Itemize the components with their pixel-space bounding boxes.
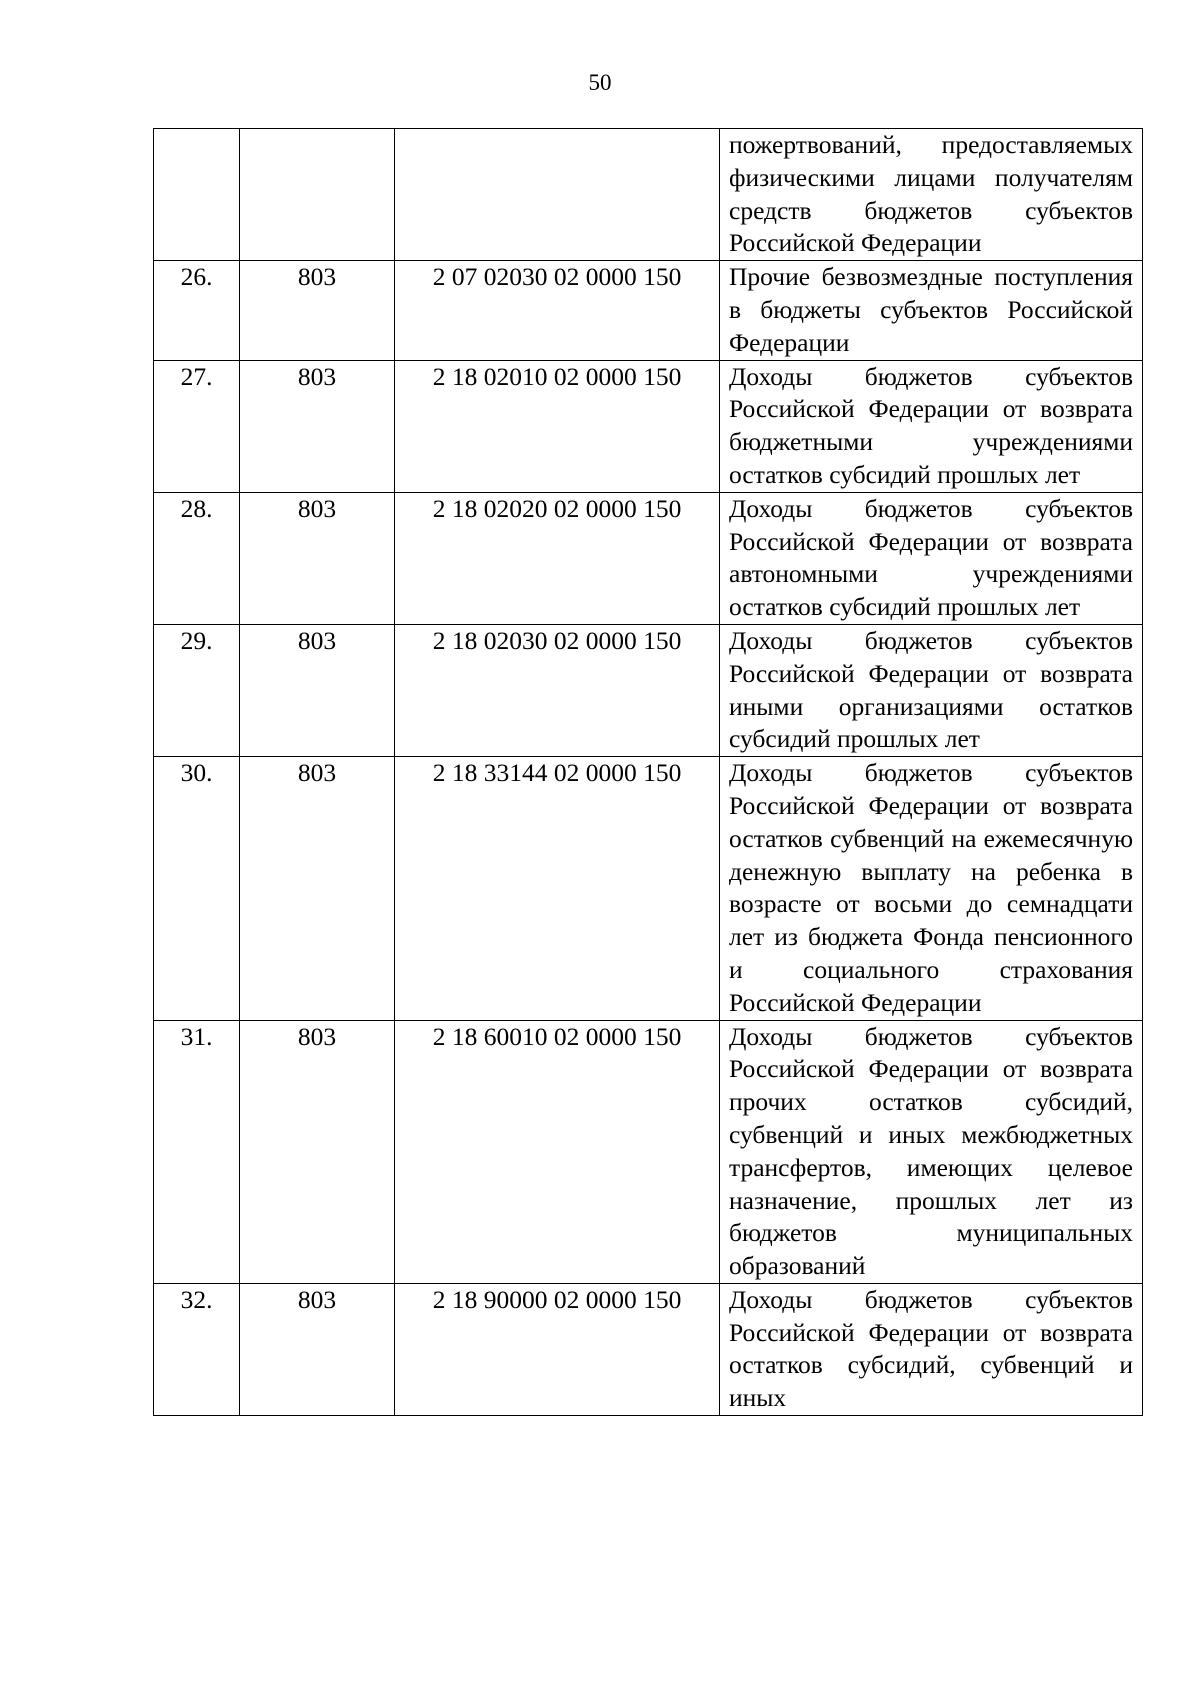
row-number-cell: 29.	[154, 624, 240, 756]
revenue-name-cell: Доходы бюджетов субъектов Российской Федерации от возврата остатков субсидий, субвенций и иных	[720, 1283, 1143, 1415]
administrator-code-cell: 803	[240, 261, 395, 360]
budget-revenue-table	[153, 128, 1143, 1416]
revenue-code-cell: 2 18 60010 02 0000 150	[395, 1020, 720, 1283]
revenue-code-cell	[395, 129, 720, 261]
revenue-code-cell: 2 18 02020 02 0000 150	[395, 492, 720, 624]
table-row	[154, 1020, 1143, 1283]
revenue-code-cell: 2 18 33144 02 0000 150	[395, 757, 720, 1020]
administrator-code-cell: 803	[240, 624, 395, 756]
row-number-cell: 32.	[154, 1283, 240, 1415]
row-number-cell: 28.	[154, 492, 240, 624]
revenue-name-cell: пожертвований, предоставляемых физическими лицами получателям средств бюджетов субъектов Российской Федерации	[720, 129, 1143, 261]
table-row	[154, 757, 1143, 1020]
revenue-code-cell: 2 07 02030 02 0000 150	[395, 261, 720, 360]
administrator-code-cell: 803	[240, 1283, 395, 1415]
revenue-name-cell: Доходы бюджетов субъектов Российской Федерации от возврата бюджетными учреждениями остатков субсидий прошлых лет	[720, 360, 1143, 492]
row-number-cell: 26.	[154, 261, 240, 360]
table-row	[154, 624, 1143, 756]
administrator-code-cell: 803	[240, 492, 395, 624]
row-number-cell	[154, 129, 240, 261]
revenue-code-cell: 2 18 02030 02 0000 150	[395, 624, 720, 756]
table-row	[154, 492, 1143, 624]
administrator-code-cell: 803	[240, 757, 395, 1020]
revenue-name-cell: Доходы бюджетов субъектов Российской Федерации от возврата автономными учреждениями остатков субсидий прошлых лет	[720, 492, 1143, 624]
revenue-name-cell: Доходы бюджетов субъектов Российской Федерации от возврата остатков субвенций на ежемесячную денежную выплату на ребенка в возрасте от восьми до семнадцати лет из бюджета Фонда пенсионного и социального страхования Российской Федерации	[720, 757, 1143, 1020]
table-row	[154, 1283, 1143, 1415]
revenue-name-cell: Прочие безвозмездные поступления в бюджеты субъектов Российской Федерации	[720, 261, 1143, 360]
administrator-code-cell: 803	[240, 1020, 395, 1283]
administrator-code-cell	[240, 129, 395, 261]
row-number-cell: 30.	[154, 757, 240, 1020]
revenue-code-cell: 2 18 90000 02 0000 150	[395, 1283, 720, 1415]
table-row	[154, 360, 1143, 492]
row-number-cell: 27.	[154, 360, 240, 492]
row-number-cell: 31.	[154, 1020, 240, 1283]
table-row	[154, 129, 1143, 261]
page-number: 50	[588, 70, 612, 95]
revenue-name-cell: Доходы бюджетов субъектов Российской Федерации от возврата прочих остатков субсидий, субвенций и иных межбюджетных трансфертов, имеющих целевое назначение, прошлых лет из бюджетов муниципальных образований	[720, 1020, 1143, 1283]
revenue-code-cell: 2 18 02010 02 0000 150	[395, 360, 720, 492]
administrator-code-cell: 803	[240, 360, 395, 492]
revenue-name-cell: Доходы бюджетов субъектов Российской Федерации от возврата иными организациями остатков субсидий прошлых лет	[720, 624, 1143, 756]
table-row	[154, 261, 1143, 360]
